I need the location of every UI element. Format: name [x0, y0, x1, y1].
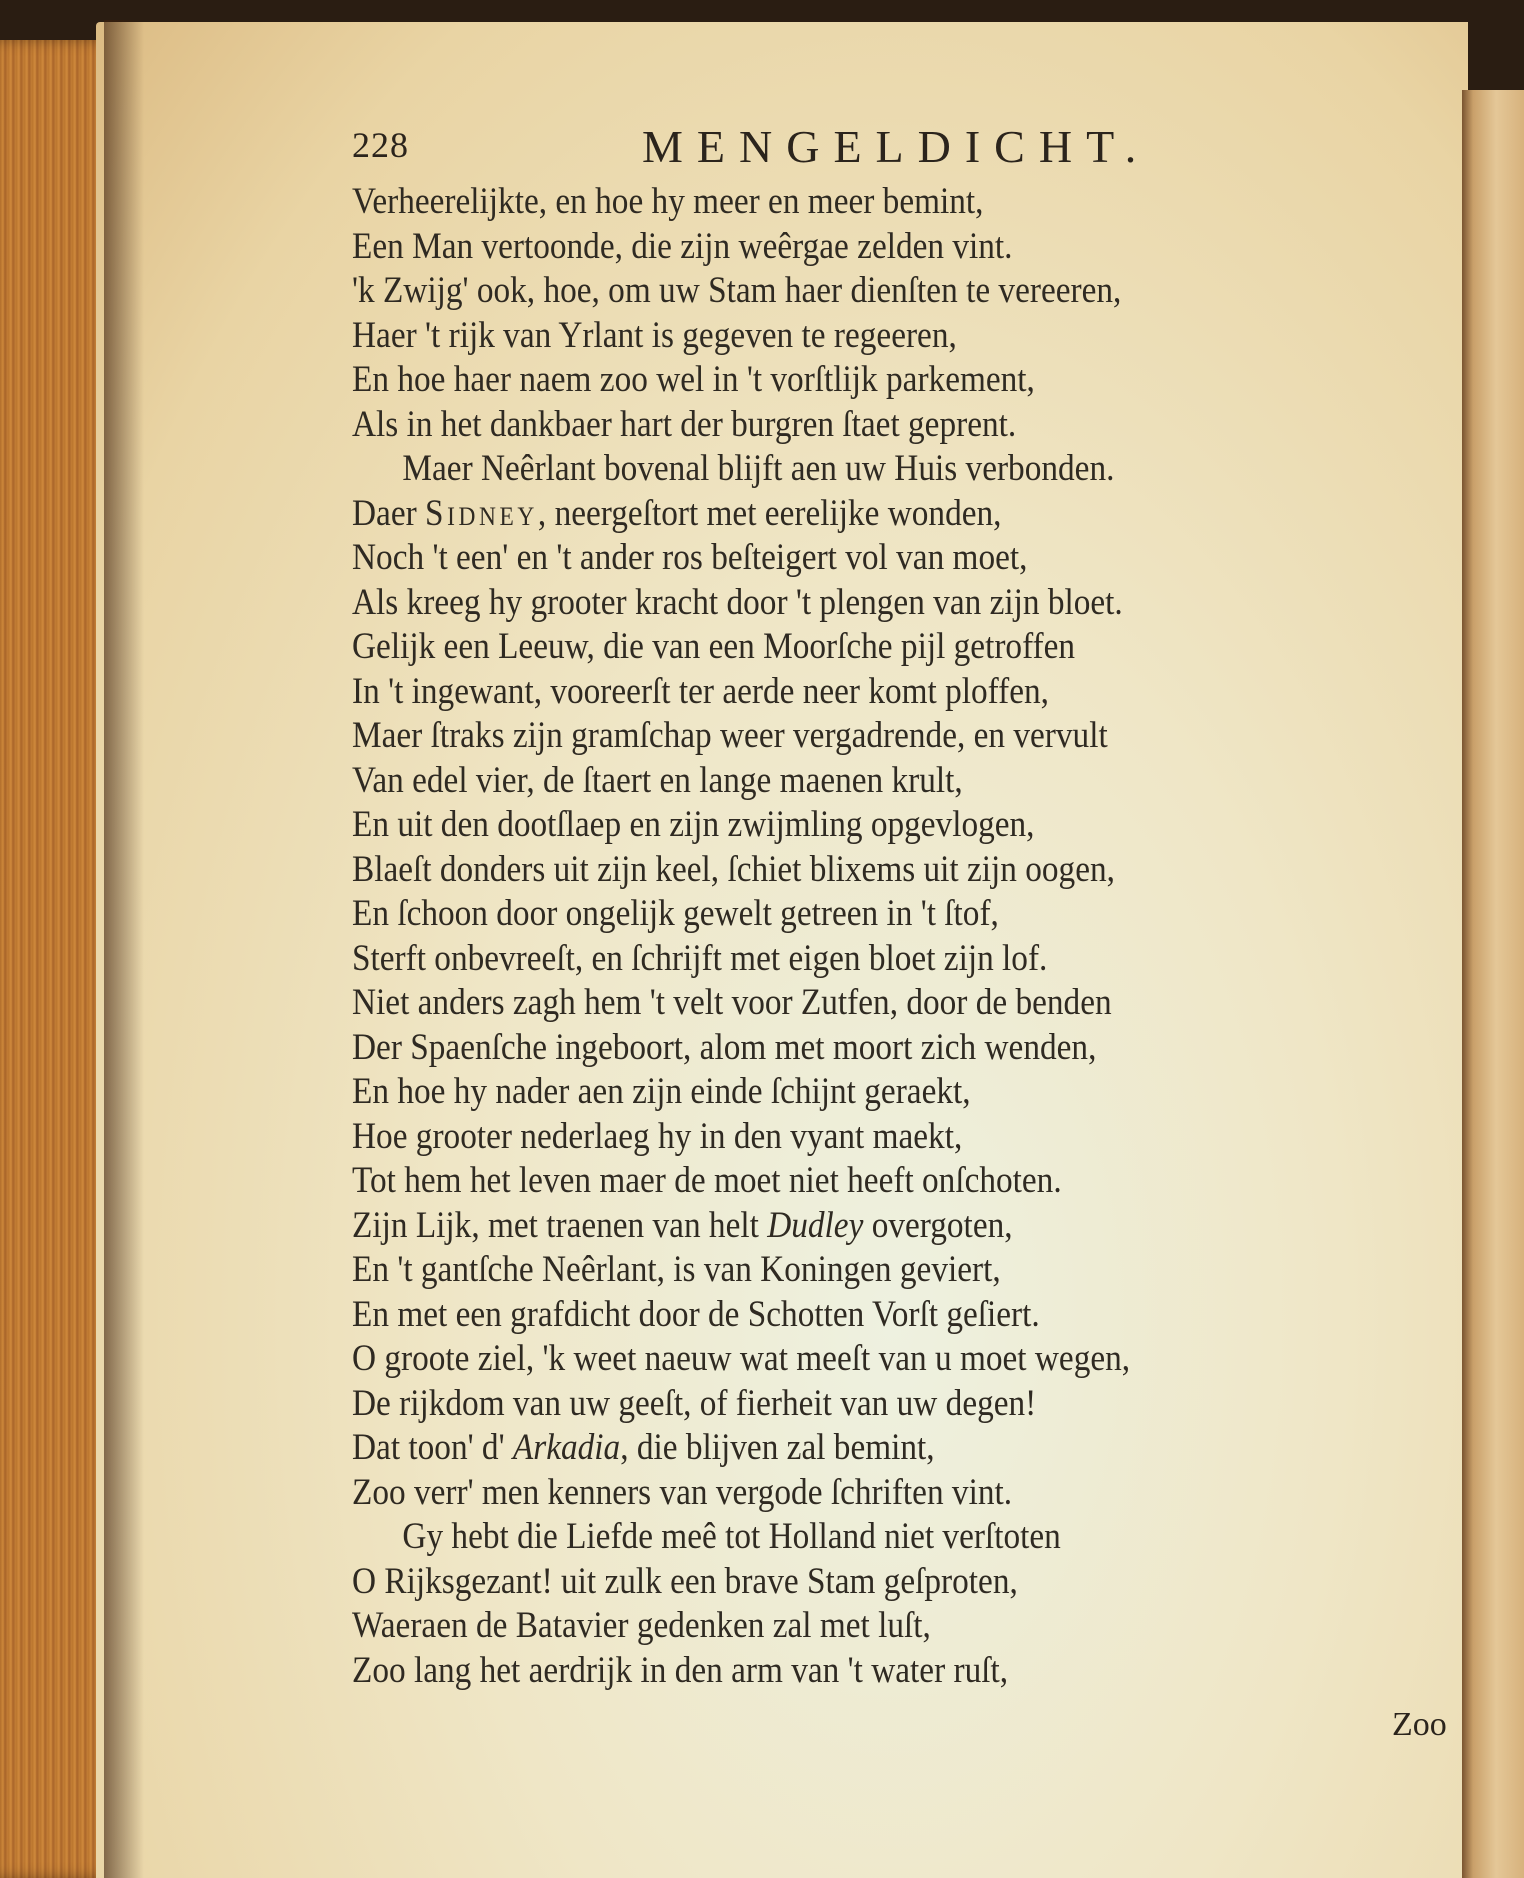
verse-line — [352, 1604, 1333, 1649]
verse-line — [352, 314, 1333, 359]
verse-line — [352, 1293, 1333, 1338]
verse-line — [352, 981, 1333, 1026]
running-title: MENGELDICHT. — [642, 121, 1151, 172]
book-binding-shadow — [104, 20, 144, 1878]
verse-text: Gelijk een Leeuw, die van een Moorſche pijl getroffen — [352, 626, 1076, 667]
catchword: Zoo — [1392, 1706, 1447, 1743]
verse-text: Verheerelijkte, en hoe hy meer en meer bemint, — [352, 181, 984, 222]
verse-text: Zoo verr' men kenners van vergode ſchriften vint. — [352, 1471, 1013, 1513]
verse-text: En hoe hy nader aen zijn einde ſchijnt geraekt, — [352, 1071, 971, 1112]
verse-line — [352, 1471, 1333, 1516]
verse-text: Der Spaenſche ingeboort, alom met moort zich wenden, — [352, 1026, 1097, 1068]
verse-line — [352, 1070, 1333, 1115]
verse-text: En met een grafdicht door de Schotten Vorſt geſiert. — [352, 1293, 1040, 1335]
verse-text: overgoten, — [863, 1204, 1013, 1246]
verse-text: En 't gantſche Neêrlant, is van Koningen geviert, — [352, 1249, 1001, 1290]
verse-text: Als in het dankbaer hart der burgren ſtaet geprent. — [352, 403, 1017, 445]
verse-text: , die blijven zal bemint, — [620, 1427, 935, 1468]
verse-line — [352, 803, 1333, 848]
verse-text: Waeraen de Batavier gedenken zal met luſt, — [352, 1605, 931, 1646]
verse-line — [352, 1515, 1333, 1560]
verse-text: Maer Neêrlant bovenal blijft aen uw Huis verbonden. — [402, 448, 1115, 489]
verse-line — [352, 403, 1333, 448]
verse-line — [352, 670, 1333, 715]
verse-line — [352, 581, 1333, 626]
italic-name: Dudley — [767, 1204, 864, 1246]
verse-text: En hoe haer naem zoo wel in 't vorſtlijk parkement, — [352, 359, 1035, 400]
verse-line — [352, 1426, 1333, 1471]
running-head — [352, 120, 1252, 176]
verse-line — [352, 892, 1333, 937]
verse-text: Noch 't een' en 't ander ros beſteigert vol van moet, — [352, 537, 1028, 578]
verse-text: Als kreeg hy grooter kracht door 't plengen van zijn bloet. — [352, 581, 1123, 623]
verse-line — [352, 492, 1333, 537]
verse-line — [352, 714, 1333, 759]
verse-line — [352, 848, 1333, 893]
verse-text: En ſchoon door ongelijk gewelt getreen in 't ſtof, — [352, 893, 999, 934]
verse-line — [352, 625, 1333, 670]
verse-text: Daer — [352, 492, 426, 534]
verse-text: Zijn Lijk, met traenen van helt — [352, 1204, 768, 1246]
verse-line — [352, 759, 1333, 804]
small-caps-name: Sidney — [425, 492, 538, 534]
verse-line — [352, 1204, 1333, 1249]
verse-text: Van edel vier, de ſtaert en lange maenen krult, — [352, 759, 963, 801]
verse-line — [352, 1382, 1333, 1427]
verse-line — [352, 447, 1333, 492]
verse-line — [352, 536, 1333, 581]
verse-line — [352, 1560, 1333, 1605]
verse-text: O groote ziel, 'k weet naeuw wat meeſt van u moet wegen, — [352, 1338, 1131, 1379]
verse-line — [352, 1649, 1333, 1694]
verse-line — [352, 937, 1333, 982]
verse-line — [352, 1159, 1333, 1204]
verse-text: Sterft onbevreeſt, en ſchrijft met eigen bloet zijn lof. — [352, 937, 1048, 979]
verse-text: Blaeſt donders uit zijn keel, ſchiet blixems uit zijn oogen, — [352, 848, 1115, 890]
page-number: 228 — [352, 125, 409, 165]
verse-text: O Rijksgezant! uit zulk een brave Stam geſproten, — [352, 1560, 1018, 1602]
verse-line — [352, 180, 1333, 225]
verse-text: Een Man vertoonde, die zijn weêrgae zelden vint. — [352, 225, 1013, 267]
verse-text: Tot hem het leven maer de moet niet heeft onſchoten. — [352, 1160, 1062, 1201]
verse-text: In 't ingewant, vooreerſt ter aerde neer komt ploffen, — [352, 670, 1050, 712]
verse-text: De rijkdom van uw geeſt, of fierheit van uw degen! — [352, 1382, 1037, 1424]
verse-text: En uit den dootſlaep en zijn zwijmling opgevlogen, — [352, 804, 1035, 845]
poem-text — [352, 180, 1442, 1693]
book-page-right-edge — [1462, 90, 1524, 1878]
verse-text: Niet anders zagh hem 't velt voor Zutfen, door de benden — [352, 982, 1112, 1023]
verse-line — [352, 225, 1333, 270]
verse-line — [352, 269, 1333, 314]
verse-text: Dat toon' d' — [352, 1427, 513, 1468]
verse-text: Zoo lang het aerdrijk in den arm van 't water ruſt, — [352, 1649, 1009, 1691]
verse-line — [352, 358, 1333, 403]
verse-text: , neergeſtort met eerelijke wonden, — [537, 492, 1002, 534]
verse-text: Gy hebt die Liefde meê tot Holland niet verſtoten — [402, 1516, 1061, 1557]
verse-text: Hoe grooter nederlaeg hy in den vyant maekt, — [352, 1115, 963, 1157]
verse-text: Haer 't rijk van Yrlant is gegeven te regeeren, — [352, 314, 957, 356]
verse-text: Maer ſtraks zijn gramſchap weer vergadrende, en vervult — [352, 715, 1108, 756]
verse-line — [352, 1337, 1333, 1382]
verse-line — [352, 1026, 1333, 1071]
verse-line — [352, 1115, 1333, 1160]
verse-line — [352, 1248, 1333, 1293]
italic-name: Arkadia — [512, 1427, 621, 1468]
verse-text: 'k Zwijg' ook, hoe, om uw Stam haer dienſten te vereeren, — [352, 270, 1122, 311]
